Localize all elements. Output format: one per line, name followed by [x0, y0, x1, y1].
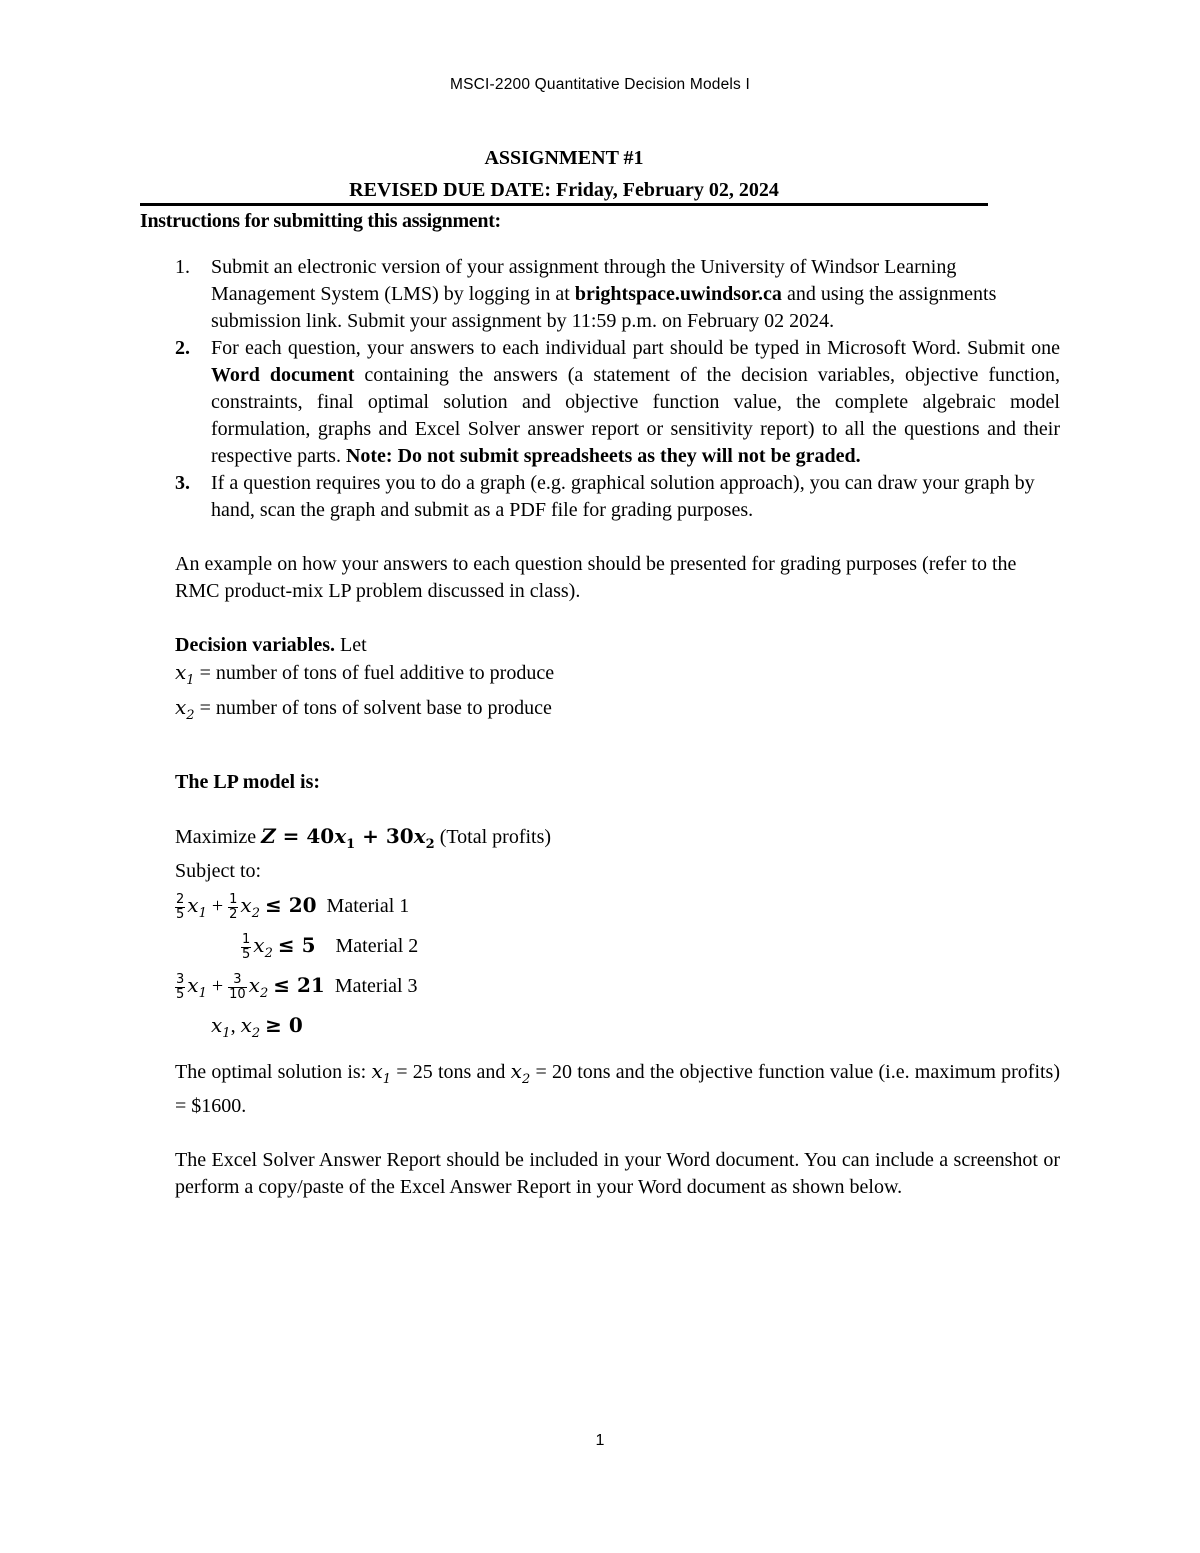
constraint-label: Material 1: [326, 895, 410, 917]
constraint-material-2: $\frac{1}{5}$ $x_2 \le 5$ Material 2: [242, 931, 419, 962]
nonneg-rhs: 0: [288, 1013, 303, 1037]
item-text: Submit an electronic version of your assignment through the University of Windsor Learning Management System (LMS) by logging in at: [211, 256, 957, 305]
item-text: If a question requires you to do a graph (e.g. graphical solution approach), you can draw your graph by hand, scan the graph and submit as a PDF file for grading purposes.: [211, 472, 1035, 521]
x1-description: number of tons of fuel additive to produce: [215, 662, 555, 684]
note-warning: Note: Do not submit spreadsheets as they will not be graded.: [345, 445, 861, 467]
title-block: [140, 142, 988, 206]
item-text: For each question, your answers to each individual part should be typed in Microsoft Word. Submit one: [211, 337, 1060, 359]
item-text: and using the assignments submission link. Submit your assignment by 11:59 p.m. on February 02 2024.: [211, 283, 997, 332]
page-number: 1: [595, 1432, 605, 1449]
word-document-emphasis: Word document: [211, 364, 355, 386]
solution-prefix: The optimal solution is:: [175, 1061, 372, 1083]
instruction-item: [140, 254, 1060, 335]
x2-description: number of tons of solvent base to produce: [215, 697, 552, 719]
objective-function: Maximize $Z = 40x_1 + 30x_2$ (Total profits): [175, 824, 552, 852]
item-text: containing the answers (a statement of the decision variables, objective function, constraints, final optimal solution and objective function value, the complete algebraic model formulation, graphs and Excel Solver answer report or sensitivity report) to all the questions and their respective parts.: [211, 364, 1061, 467]
assignment-title: ASSIGNMENT #1: [484, 147, 644, 169]
instruction-list: [140, 254, 1060, 524]
constraint-label: Material 2: [335, 935, 419, 957]
decision-variables: Decision variables. Let $x_1$ = number of tons of fuel additive to produce $x_2$ = number of tons of solvent base to produce: [175, 634, 555, 723]
constraint-rhs: 5: [301, 933, 316, 957]
item-number: 1.: [175, 256, 190, 278]
x2-value: 20 tons and the objective function value (i.e. maximum profits) = $1600.: [175, 1061, 1061, 1117]
optimal-solution: The optimal solution is: $x_1 = 25$ tons and $x_2 = 20$ tons and the objective function value (i.e. maximum profits) = $1600.: [175, 1059, 1061, 1117]
item-number: 3.: [175, 472, 190, 494]
decision-variables-heading: Decision variables.: [175, 634, 335, 656]
title-rule: [140, 203, 988, 206]
constraint-rhs: 20: [288, 893, 317, 917]
subject-to: Subject to:: [175, 860, 262, 882]
let-text: Let: [335, 634, 367, 656]
instructions-heading: Instructions for submitting this assignment:: [140, 210, 501, 232]
nonnegativity-constraint: $x_1$, $x_2 \ge 0$: [211, 1013, 303, 1041]
lms-link: brightspace.uwindsor.ca: [574, 283, 782, 305]
maximize-label: Maximize: [175, 826, 257, 848]
instruction-item: [140, 470, 1060, 524]
model-heading: The LP model is:: [175, 771, 321, 793]
document-body: [140, 254, 1060, 1201]
constraint-rhs: 21: [296, 973, 325, 997]
course-header: MSCI-2200 Quantitative Decision Models I: [449, 76, 751, 93]
instruction-item: [140, 335, 1060, 470]
constraint-material-1: $\frac{2}{5}$ $x_1$ + $\frac{1}{2}$ $x_2 \le 20$ Material 1: [176, 891, 410, 922]
constraint-material-3: $\frac{3}{5}$ $x_1$ + $\frac{3}{10}$ $x_2 \le 21$ Material 3: [176, 971, 418, 1002]
x1-value: 25 tons and: [412, 1061, 511, 1083]
closing-paragraph: The Excel Solver Answer Report should be included in your Word document. You can include a screenshot or perform a copy/paste of the Excel Answer Report in your Word document as shown below.: [175, 1149, 1060, 1198]
objective-note: (Total profits): [439, 826, 552, 848]
due-date: REVISED DUE DATE: Friday, February 02, 2024: [349, 179, 779, 201]
item-number: 2.: [175, 337, 190, 359]
example-intro: An example on how your answers to each question should be presented for grading purposes (refer to the RMC product-mix LP problem discussed in class).: [175, 553, 1017, 602]
lp-model: [175, 769, 1060, 1045]
constraint-label: Material 3: [334, 975, 418, 997]
